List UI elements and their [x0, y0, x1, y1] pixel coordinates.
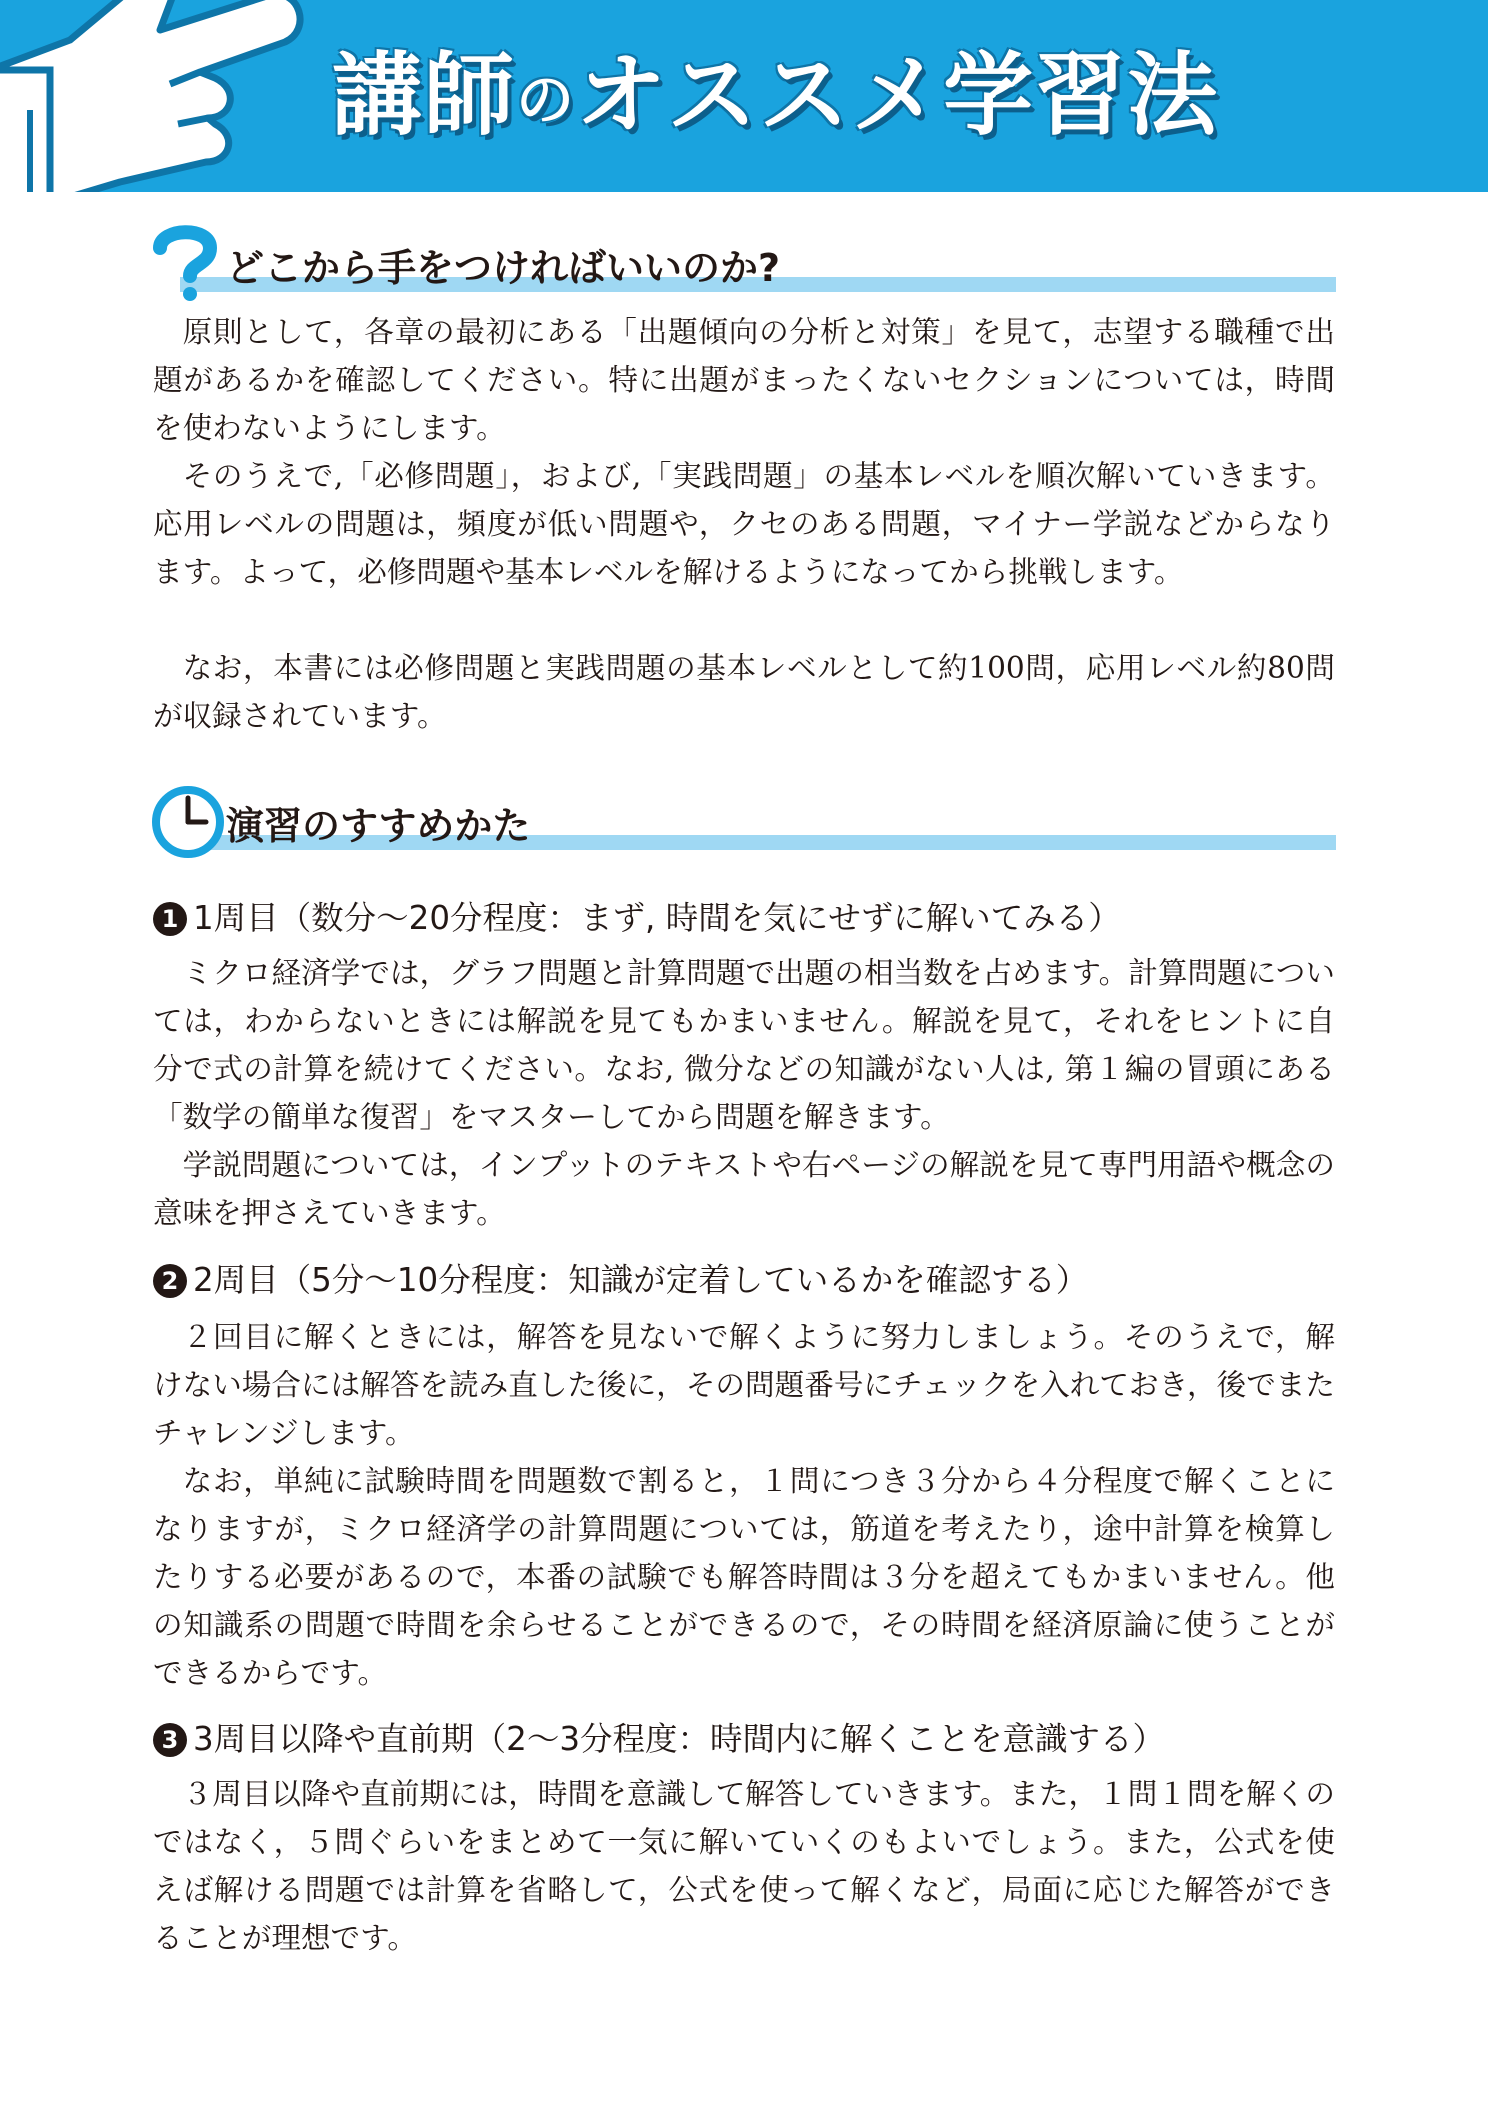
title-particle: の: [516, 66, 577, 134]
title-part-b: オススメ学習法: [576, 43, 1220, 148]
step-number-badge: 3: [153, 1723, 187, 1757]
paragraph: ミクロ経済学では，グラフ問題と計算問題で出題の相当数を占めます。計算問題については，わからないときには解説を見てもかまいません。解説を見て，それをヒントに自分で式の計算を続けてください。なお, 微分などの知識がない人は, 第１編の冒頭にある「数学の簡単な復習」をマスターしてから問題を解きます。: [153, 956, 1335, 1134]
paragraph: ２回目に解くときには，解答を見ないで解くように努力しましょう。そのうえで，解けない場合には解答を読み直した後に，その問題番号にチェックを入れておき，後でまたチャレンジします。: [153, 1320, 1335, 1450]
page-title: [332, 36, 1219, 156]
paragraph: 原則として，各章の最初にある「出題傾向の分析と対策」を見て，志望する職種で出題があるかを確認してください。特に出題がまったくないセクションについては，時間を使わないようにします。: [153, 315, 1335, 445]
step-number-badge: 2: [153, 1264, 187, 1298]
section-heading-where-to-start: [150, 222, 1336, 302]
step-title-text: 1周目（数分～20分程度：まず, 時間を気にせずに解いてみる）: [193, 899, 1121, 937]
step-3-title: [153, 1715, 1353, 1763]
paragraph: なお，本書には必修問題と実践問題の基本レベルとして約100問，応用レベル約80問が収録されています。: [153, 651, 1335, 733]
step-1-title: [153, 894, 1353, 942]
paragraph: そのうえで,「必修問題」，および,「実践問題」の基本レベルを順次解いていきます。応用レベルの問題は，頻度が低い問題や，クセのある問題，マイナー学説などからなります。よって，必修問題や基本レベルを解けるようになってから挑戦します。: [153, 459, 1335, 589]
paragraph: ３周目以降や直前期には，時間を意識して解答していきます。また，１問１問を解くのではなく，５問ぐらいをまとめて一気に解いていくのもよいでしょう。また，公式を使えば解ける問題では計算を省略して，公式を使って解くなど，局面に応じた解答ができることが理想です。: [153, 1777, 1335, 1955]
pointing-hand-icon: [0, 0, 330, 192]
question-mark-icon: [150, 222, 220, 302]
section-heading-how-to-practice: [150, 780, 1336, 860]
section-heading-label: 演習のすすめかた: [226, 804, 531, 848]
paragraph: なお，単純に試験時間を問題数で割ると，１問につき３分から４分程度で解くことになりますが，ミクロ経済学の計算問題については，筋道を考えたり，途中計算を検算したりする必要があるので，本番の試験でも解答時間は３分を超えてもかまいません。他の知識系の問題で時間を余らせることができるので，その時間を経済原論に使うことができるからです。: [153, 1464, 1335, 1690]
section-heading-label: どこから手をつければいいのか?: [226, 246, 781, 290]
paragraph: 学説問題については，インプットのテキストや右ページの解説を見て専門用語や概念の意味を押さえていきます。: [153, 1148, 1335, 1230]
clock-icon: [150, 780, 226, 860]
step-number-badge: 1: [153, 902, 187, 936]
step-title-text: 3周目以降や直前期（2～3分程度：時間内に解くことを意識する）: [193, 1720, 1166, 1758]
step-title-text: 2周目（5分～10分程度：知識が定着しているかを確認する）: [193, 1261, 1089, 1299]
step-2-title: [153, 1256, 1353, 1304]
header-banner: [0, 0, 1488, 192]
title-part-a: 講師: [332, 43, 516, 148]
